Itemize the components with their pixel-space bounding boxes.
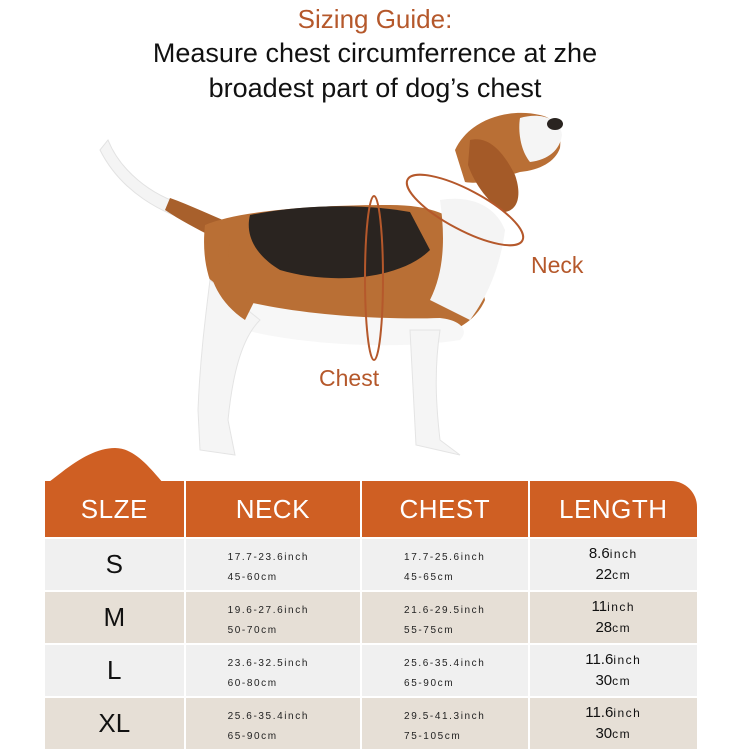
length-inch: 8.6inch <box>588 545 638 562</box>
length-inch: 11inch <box>591 598 636 615</box>
length-cm: 22cm <box>595 566 632 583</box>
size-label: S <box>105 549 123 579</box>
length-cm: 30cm <box>595 672 632 689</box>
dog-front-leg <box>410 330 460 455</box>
instruction-line-2: broadest part of dog’s chest <box>208 73 542 103</box>
length-inch: 11.6inch <box>585 704 642 721</box>
table-row <box>45 645 697 696</box>
neck-cm: 65-90cm <box>227 731 278 742</box>
length-cm: 28cm <box>595 619 632 636</box>
chest-cm: 75-105cm <box>404 731 462 742</box>
neck-cm: 60-80cm <box>227 678 278 689</box>
neck-inch: 17.7-23.6inch <box>227 552 309 563</box>
length-cm: 30cm <box>595 725 632 742</box>
neck-inch: 25.6-35.4inch <box>227 711 309 722</box>
header-length: LENGTH <box>559 493 668 524</box>
size-chart-table <box>45 481 697 749</box>
neck-cm: 50-70cm <box>227 625 278 636</box>
header-chest: CHEST <box>399 493 491 524</box>
table-header-tab <box>0 440 200 485</box>
table-row <box>45 539 697 590</box>
size-label: L <box>107 655 122 685</box>
chest-cm: 55-75cm <box>404 625 455 636</box>
neck-inch: 19.6-27.6inch <box>227 605 309 616</box>
sizing-guide-title: Sizing Guide: <box>297 4 453 34</box>
table-row <box>45 592 697 643</box>
chest-inch: 25.6-35.4inch <box>404 658 486 669</box>
neck-cm: 45-60cm <box>227 572 278 583</box>
table-header-row <box>45 481 697 537</box>
beagle-illustration <box>0 100 750 465</box>
chest-inch: 17.7-25.6inch <box>404 552 486 563</box>
header-neck: NECK <box>235 493 310 524</box>
neck-inch: 23.6-32.5inch <box>227 658 309 669</box>
size-label: M <box>103 602 126 632</box>
size-label: XL <box>98 708 131 738</box>
chest-callout-label: Chest <box>319 365 380 391</box>
chest-inch: 29.5-41.3inch <box>404 711 486 722</box>
chest-cm: 65-90cm <box>404 678 455 689</box>
table-row <box>45 698 697 749</box>
chest-cm: 45-65cm <box>404 572 455 583</box>
neck-callout-label: Neck <box>531 252 584 278</box>
header-size: SLZE <box>80 493 148 524</box>
length-inch: 11.6inch <box>585 651 642 668</box>
instruction-line-1: Measure chest circumferrence at zhe <box>152 38 598 68</box>
chest-inch: 21.6-29.5inch <box>404 605 486 616</box>
